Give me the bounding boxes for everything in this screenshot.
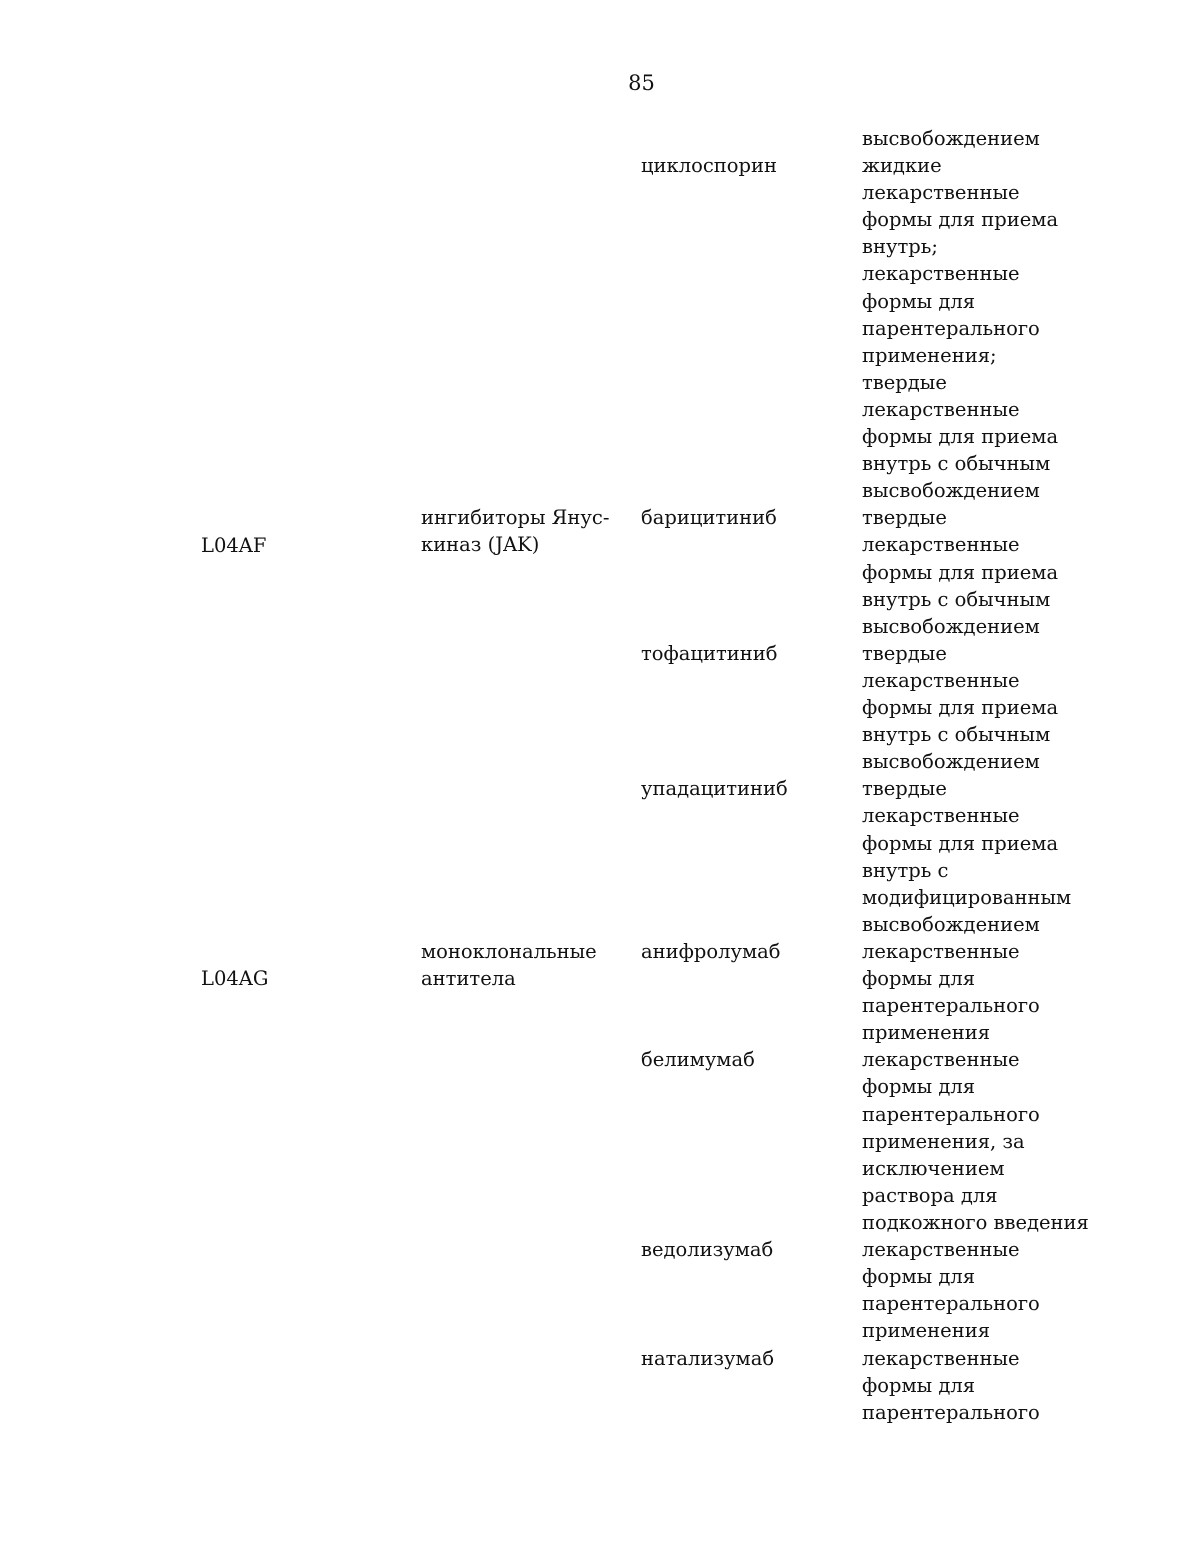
dosage-forms [862,1345,1040,1426]
forms-line: парентерального [862,1292,1040,1316]
group-line: киназ (JAK) [421,533,540,557]
forms-line: парентерального [862,1400,1040,1424]
forms-line: лекарственные [862,397,1020,421]
forms-line: высвобождением [862,912,1040,936]
drug-name: циклоспорин [641,154,777,178]
page-number: 85 [628,71,655,95]
drug-name: натализумаб [641,1346,775,1370]
forms-line: формы для [862,1373,976,1397]
group-line: моноклональные [421,940,597,963]
forms-line: твердые [862,370,947,394]
forms-line: лекарственные [862,181,1020,205]
forms-line: формы для приема [862,425,1059,449]
group-name [421,504,609,558]
forms-line: исключением [862,1156,1005,1180]
forms-line: внутрь с обычным [862,587,1051,611]
forms-line: высвобождением [862,479,1040,503]
forms-continuation [862,125,1040,152]
forms-line: высвобождением [862,127,1040,150]
group-line: ингибиторы Янус- [421,506,610,530]
dosage-forms [862,938,1040,1046]
forms-line: высвобождением [862,614,1040,638]
forms-line: внутрь с [862,858,949,882]
forms-line: лекарственные [862,1048,1020,1072]
forms-line: лекарственные [862,668,1020,692]
forms-line: формы для [862,1075,976,1099]
forms-line: лекарственные [862,533,1020,557]
group-name [421,938,597,992]
dosage-forms [862,1236,1040,1344]
forms-line: парентерального [862,1102,1040,1126]
forms-line: твердые [862,777,947,801]
atc-code: L04AF [201,533,267,557]
dosage-forms [862,775,1071,938]
forms-line: лекарственные [862,262,1020,286]
drug-name: тофацитиниб [641,641,778,665]
forms-line: парентерального [862,994,1040,1018]
forms-line: формы для приема [862,696,1059,720]
forms-line: лекарственные [862,940,1020,963]
forms-line: лекарственные [862,1238,1020,1262]
forms-line: применения, за [862,1129,1025,1153]
drug-name: анифролумаб [641,940,781,963]
forms-line: внутрь с обычным [862,452,1051,476]
drug-name: барицитиниб [641,506,777,530]
forms-line: раствора для [862,1183,998,1207]
forms-line: формы для приема [862,560,1059,584]
forms-line: лекарственные [862,804,1020,828]
forms-line: формы для приема [862,208,1059,232]
forms-line: применения [862,1319,991,1343]
forms-line: внутрь с обычным [862,723,1051,747]
forms-line: подкожного введения [862,1210,1089,1234]
group-line: антитела [421,967,516,991]
forms-line: парентерального [862,316,1040,340]
forms-line: применения; [862,343,997,367]
atc-code: L04AG [201,967,269,991]
forms-line: формы для [862,1265,976,1289]
forms-line: лекарственные [862,1346,1020,1370]
forms-line: жидкие [862,154,942,178]
forms-line: твердые [862,641,947,665]
dosage-forms [862,1046,1089,1236]
forms-line: твердые [862,506,947,530]
forms-line: высвобождением [862,750,1040,774]
drug-name: упадацитиниб [641,777,788,801]
drug-name: ведолизумаб [641,1238,774,1262]
forms-line: внутрь; [862,235,938,259]
dosage-forms [862,504,1058,639]
forms-line: модифицированным [862,885,1072,909]
forms-line: формы для [862,967,976,991]
dosage-forms [862,640,1058,775]
dosage-forms [862,152,1058,504]
forms-line: применения [862,1021,991,1045]
forms-line: формы для [862,289,976,313]
forms-line: формы для приема [862,831,1059,855]
drug-name: белимумаб [641,1048,755,1072]
